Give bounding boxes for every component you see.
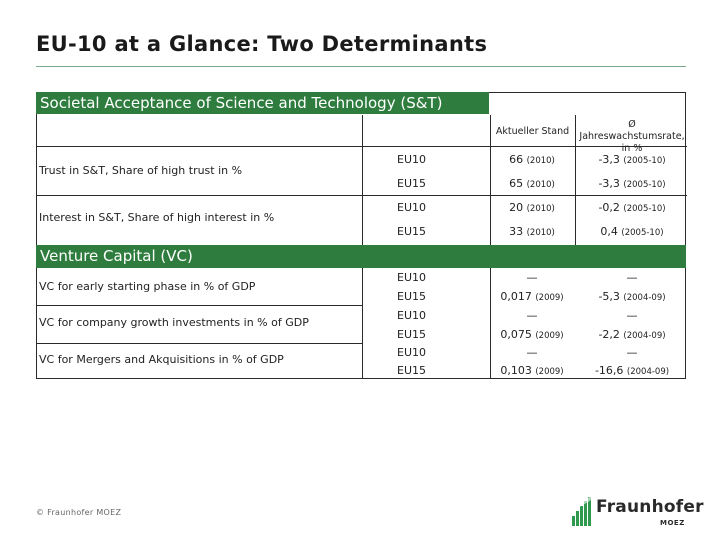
value-cell: 65 (2010)	[509, 177, 555, 190]
value-cell: —	[526, 309, 538, 322]
region-label: EU10	[397, 346, 426, 359]
column-header-current: Aktueller Stand	[495, 126, 570, 137]
section-heading-vc: Venture Capital (VC)	[36, 245, 686, 268]
growth-cell: -16,6 (2004-09)	[594, 364, 670, 377]
row-label-vc-mergers: VC for Mergers and Akquisitions in % of GDP	[39, 353, 284, 366]
growth-cell: -5,3 (2004-09)	[598, 290, 666, 303]
growth-cell: -3,3 (2005-10)	[598, 153, 666, 166]
row-label-trust: Trust in S&T, Share of high trust in %	[39, 164, 243, 177]
row-label-vc-growth: VC for company growth investments in % of GDP	[39, 316, 309, 329]
growth-cell: 0,4 (2005-10)	[600, 225, 664, 238]
row-label-vc-early: VC for early starting phase in % of GDP	[39, 280, 256, 293]
section-heading-st: Societal Acceptance of Science and Technology (S&T)	[36, 92, 489, 114]
value-cell: 0,017 (2009)	[500, 290, 564, 303]
determinants-table	[36, 92, 686, 379]
column-header-growth: Ø Jahreswachstumsrate, in %	[579, 119, 685, 154]
region-label: EU15	[397, 177, 426, 190]
logo-wordmark: Fraunhofer	[596, 497, 704, 517]
growth-cell: -0,2 (2005-10)	[598, 201, 666, 214]
logo-subtitle: MOEZ	[660, 519, 685, 527]
value-cell: 20 (2010)	[509, 201, 555, 214]
region-label: EU10	[397, 153, 426, 166]
page-title: EU-10 at a Glance: Two Determinants	[36, 32, 488, 56]
value-cell: —	[526, 271, 538, 284]
growth-cell: —	[626, 271, 638, 284]
title-divider	[36, 66, 686, 67]
value-cell: 66 (2010)	[509, 153, 555, 166]
region-label: EU15	[397, 328, 426, 341]
grid-hline	[37, 305, 362, 306]
grid-hline	[37, 195, 687, 196]
copyright-text: © Fraunhofer MOEZ	[36, 508, 122, 517]
region-label: EU15	[397, 225, 426, 238]
row-label-interest: Interest in S&T, Share of high interest in %	[39, 211, 275, 224]
value-cell: —	[526, 346, 538, 359]
region-label: EU10	[397, 201, 426, 214]
region-label: EU15	[397, 364, 426, 377]
region-label: EU10	[397, 309, 426, 322]
growth-cell: —	[626, 346, 638, 359]
region-label: EU10	[397, 271, 426, 284]
region-label: EU15	[397, 290, 426, 303]
value-cell: 0,103 (2009)	[500, 364, 564, 377]
grid-hline	[37, 343, 362, 344]
value-cell: 33 (2010)	[509, 225, 555, 238]
growth-cell: -2,2 (2004-09)	[598, 328, 666, 341]
growth-cell: -3,3 (2005-10)	[598, 177, 666, 190]
growth-cell: —	[626, 309, 638, 322]
value-cell: 0,075 (2009)	[500, 328, 564, 341]
